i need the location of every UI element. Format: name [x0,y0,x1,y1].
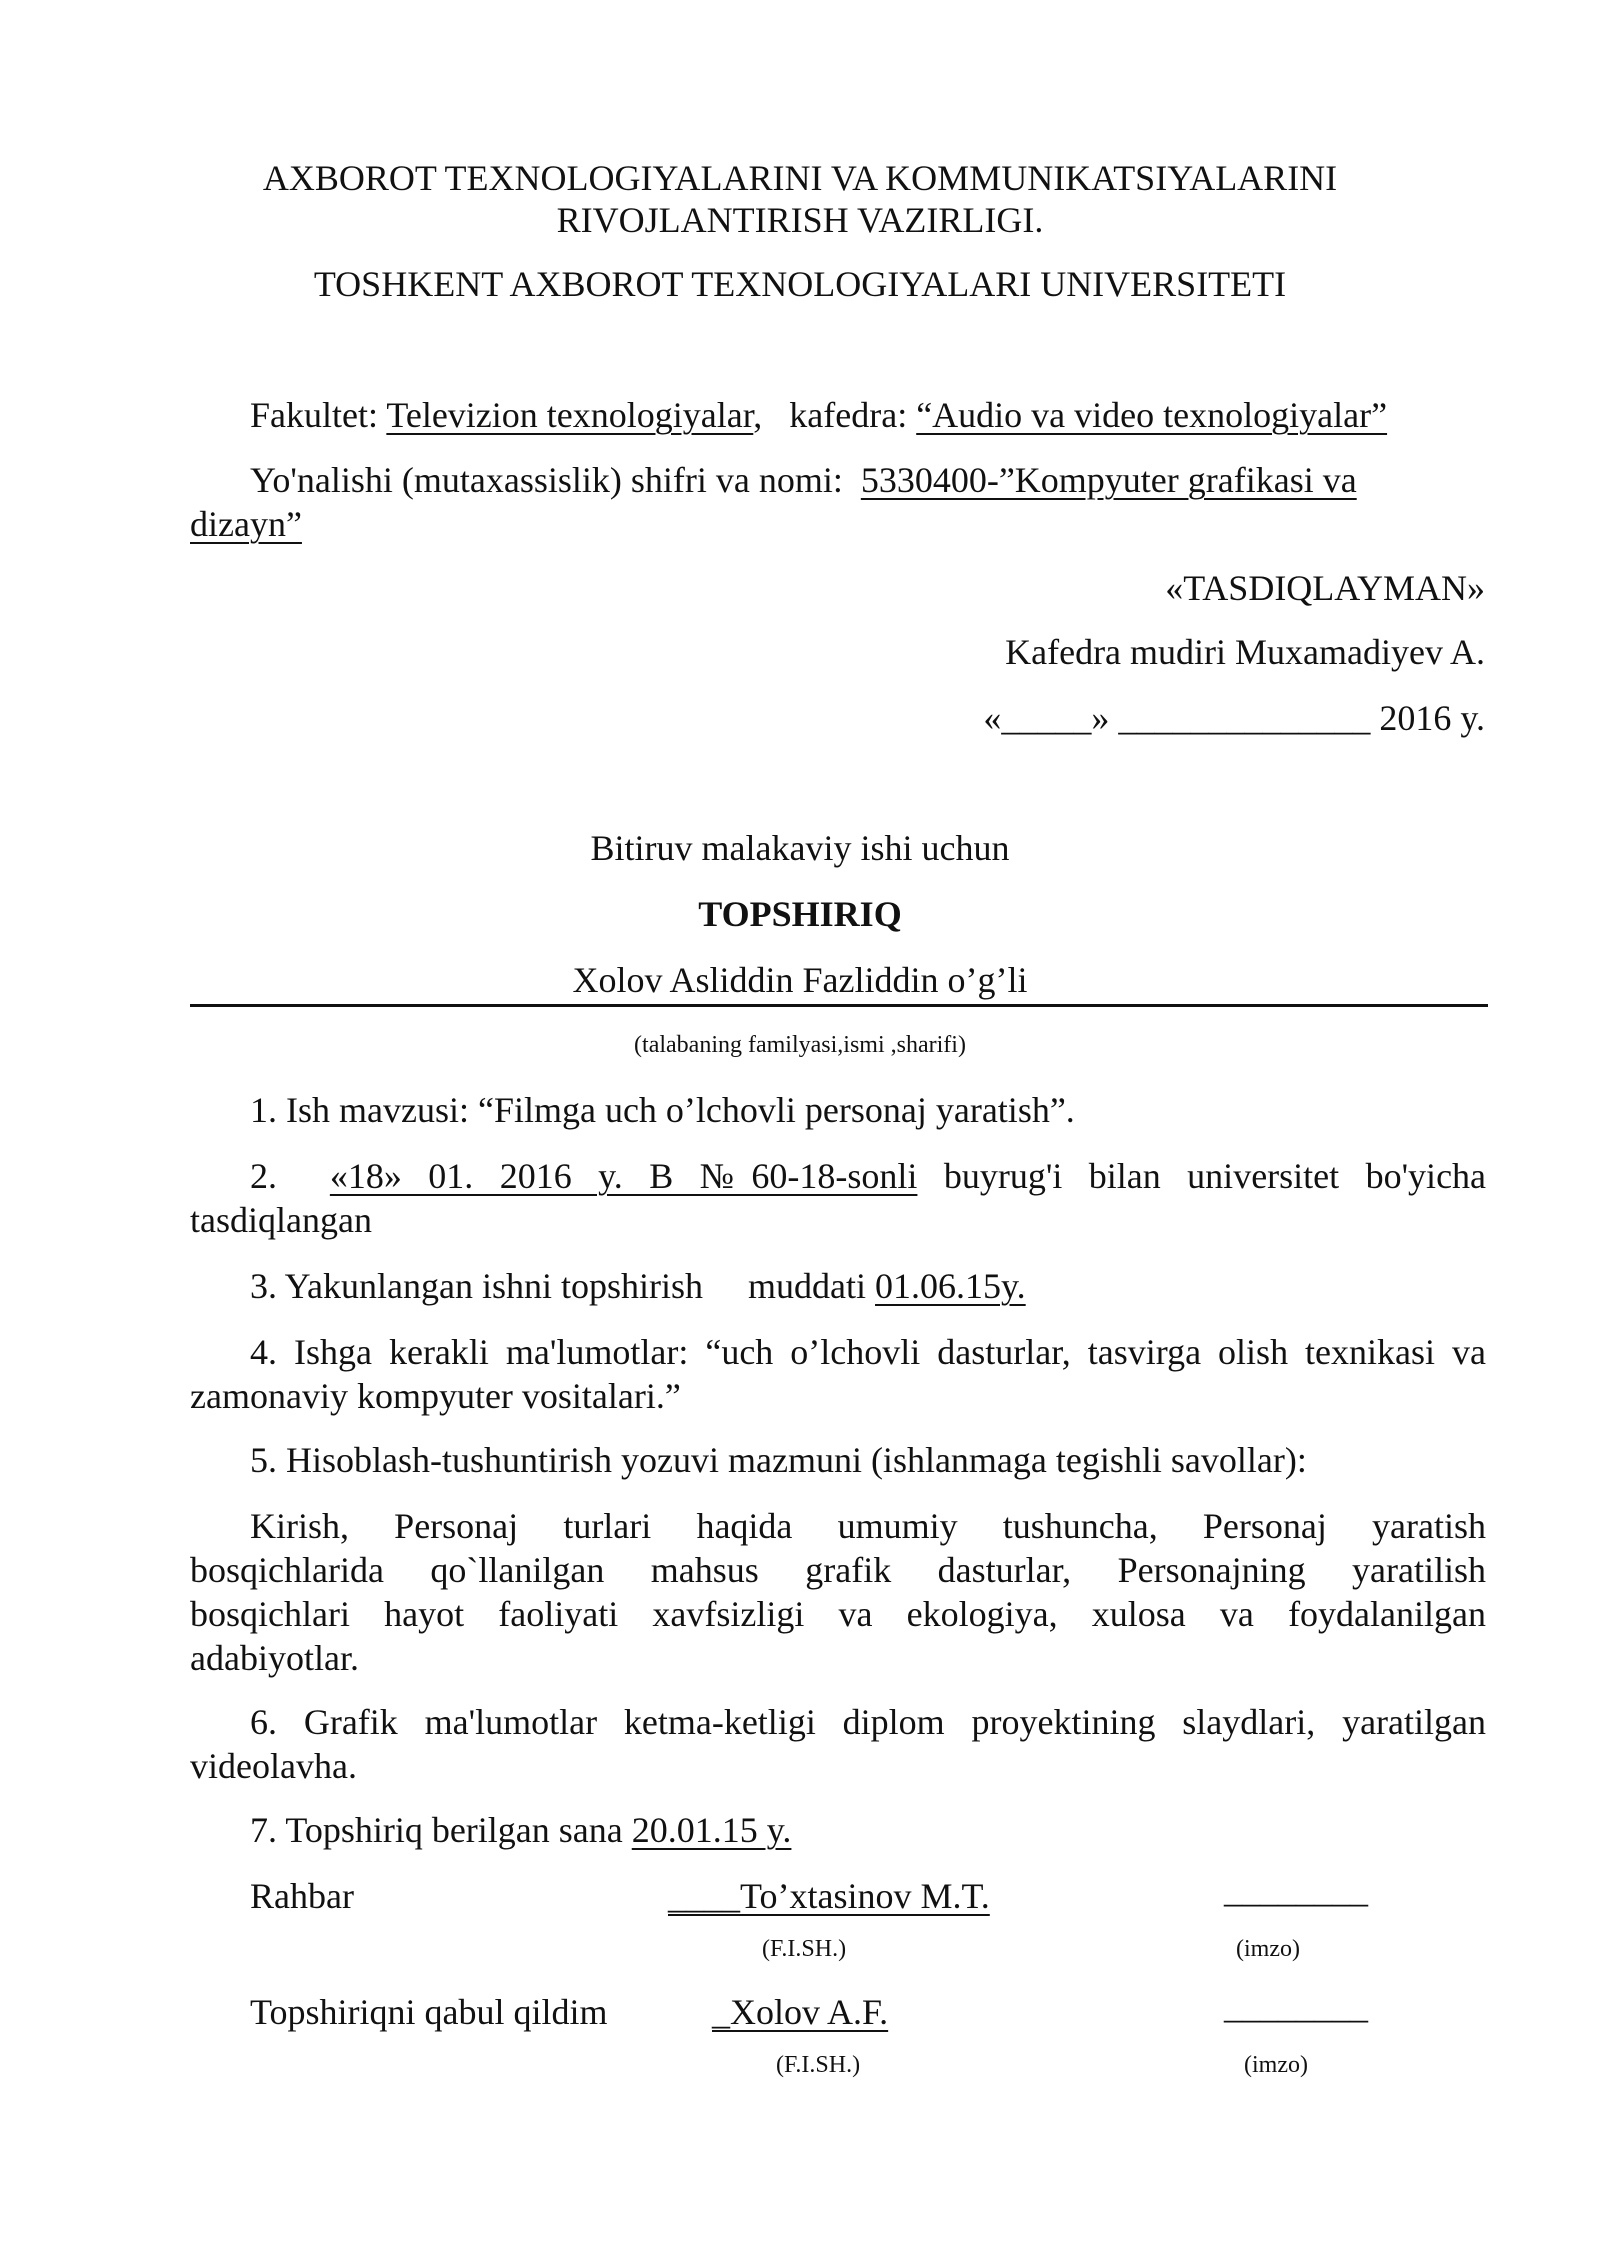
student-name-caption: (talabaning familyasi,ismi ,sharifi) [634,1032,966,1058]
approval-date: «_____» ______________ 2016 y. [983,698,1485,738]
content-line1: Kirish, Personaj turlari haqida umumiy tushuncha, Personaj yaratish [250,1506,1486,1546]
supervisor-label: Rahbar [250,1876,354,1916]
ministry-title-line1: AXBOROT TEXNOLOGIYALARINI VA KOMMUNIKATSIYALARINI [262,158,1338,198]
specialty-label: Yo'nalishi (mutaxassislik) shifri va nomi: [250,460,843,500]
kafedra-label: kafedra: [789,395,908,435]
item-7-date: 20.01.15 y. [631,1810,792,1850]
item-2-line1 [250,1154,1486,1198]
item-6-line1: 6. Grafik ma'lumotlar ketma-ketligi diplom proyektining slaydlari, yaratilgan [250,1702,1486,1742]
item-2-number: 2. [250,1156,277,1196]
item-2-rest: buyrug'i bilan universitet bo'yicha [943,1156,1487,1196]
university-title: TOSHKENT AXBOROT TEXNOLOGIYALARI UNIVERSITETI [313,264,1287,304]
department-head: Kafedra mudiri Muxamadiyev A. [1005,632,1485,672]
item-1-topic: 1. Ish mavzusi: “Filmga uch o’lchovli personaj yaratish”. [250,1090,1075,1130]
task-title: TOPSHIRIQ [698,894,902,934]
item-5-heading: 5. Hisoblash-tushuntirish yozuvi mazmuni (ishlanmaga tegishli savollar): [250,1440,1307,1480]
ministry-title-line2: RIVOJLANTIRISH VAZIRLIGI. [556,200,1044,240]
accepted-signature-line: ________ [1224,1986,1368,2026]
item-3-deadline [250,1264,1026,1308]
item-4-line2: zamonaviy kompyuter vositalari.” [190,1376,681,1416]
item-3-date: 01.06.15y. [875,1266,1026,1306]
specialty-value: 5330400-”Kompyuter grafikasi va [860,460,1357,500]
item-7-text: 7. Topshiriq berilgan sana [250,1810,632,1850]
accepted-label: Topshiriqni qabul qildim [250,1992,608,2032]
student-name: Xolov Asliddin Fazliddin o’g’li [572,960,1028,1000]
specialty-value-line2: dizayn” [190,504,302,544]
item-2-order: «18» 01. 2016 y. B №60-18-sonli [329,1156,918,1196]
item-2-line2: tasdiqlangan [190,1200,372,1240]
content-line3: bosqichlari hayot faoliyati xavfsizligi va ekologiya, xulosa va foydalanilgan [190,1594,1486,1634]
faculty-label: Fakultet: [250,395,378,435]
accepted-name: _Xolov A.F. [712,1992,889,2032]
faculty-line: Fakultet: Televizion texnologiyalar, kafedra: “Audio va video texnologiyalar” [250,395,1388,435]
content-line2: bosqichlarida qo`llanilgan mahsus grafik dasturlar, Personajning yaratilish [190,1550,1486,1590]
item-4-line1: 4. Ishga kerakli ma'lumotlar: “uch o’lchovli dasturlar, tasvirga olish texnikasi va [250,1332,1486,1372]
kafedra-value: “Audio va video texnologiyalar” [916,395,1388,435]
content-line4: adabiyotlar. [190,1638,359,1678]
accepted-imzo-caption: (imzo) [1244,2052,1308,2078]
task-intro: Bitiruv malakaviy ishi uchun [590,828,1010,868]
approval-title: «TASDIQLAYMAN» [1165,568,1485,608]
supervisor-signature-line: ________ [1224,1870,1368,1910]
accepted-fish-caption: (F.I.SH.) [776,2052,861,2078]
supervisor-fish-caption: (F.I.SH.) [762,1936,847,1962]
faculty-value: Televizion texnologiyalar [386,395,754,435]
item-3-text: 3. Yakunlangan ishni topshirish muddati [250,1266,876,1306]
specialty-line1 [250,458,1357,502]
supervisor-imzo-caption: (imzo) [1236,1936,1300,1962]
supervisor-name: ____To’xtasinov M.T. [668,1876,990,1916]
item-7-issue-date [250,1808,791,1852]
item-6-line2: videolavha. [190,1746,357,1786]
student-name-divider [190,1004,1488,1007]
